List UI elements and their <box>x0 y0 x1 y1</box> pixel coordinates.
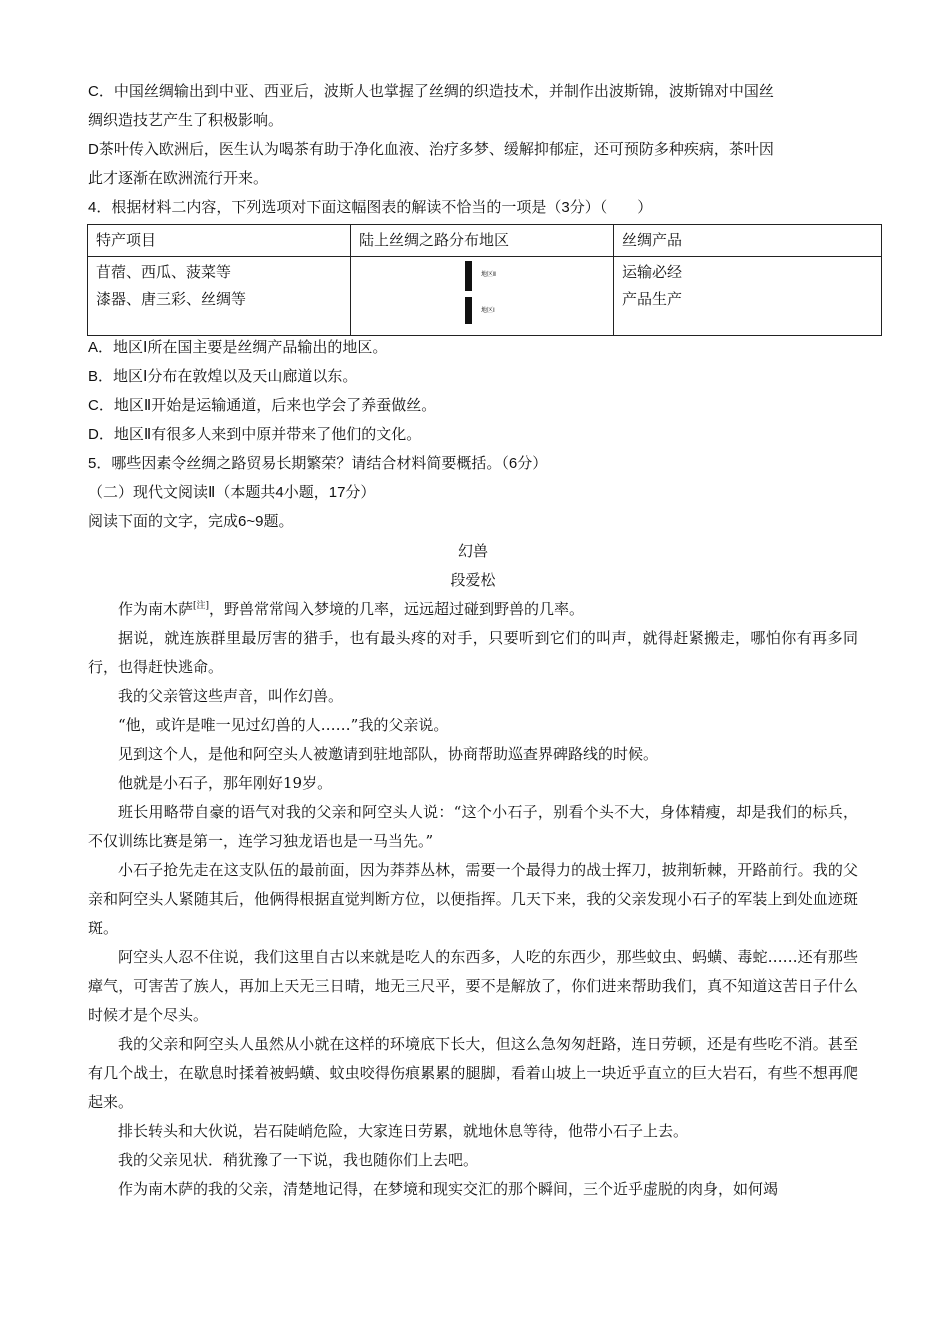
question4-stem: 4．根据材料二内容，下列选项对下面这幅图表的解读不恰当的一项是（3分）（ ） <box>88 199 653 216</box>
silk-road-map-cell <box>351 257 614 336</box>
question4-option-d: D．地区Ⅱ有很多人来到中原并带来了他们的文化。 <box>88 426 422 443</box>
table-row <box>88 257 882 336</box>
article-paragraph-11: 排长转头和大伙说，岩石陡峭危险，大家连日劳累，就地休息等待，他带小石子上去。 <box>118 1122 689 1140</box>
option-c-line2: 绸织造技艺产生了积极影响。 <box>88 112 284 129</box>
question4-option-c: C．地区Ⅱ开始是运输通道，后来也学会了养蚕做丝。 <box>88 397 437 414</box>
table-header-cell: 丝绸产品 <box>614 225 882 257</box>
article-paragraph-1 <box>88 595 858 624</box>
article-paragraph-2: 据说，就连族群里最厉害的猎手，也有最头疼的对手，只要听到它们的叫声，就得赶紧搬走，哪怕你有再多同行，也得赶快逃命。 <box>88 629 858 676</box>
specialty-cell <box>88 257 351 336</box>
article-paragraph-4: “他，或许是唯一见过幻兽的人……”我的父亲说。 <box>118 716 449 734</box>
silk-product-line: 产品生产 <box>622 291 683 308</box>
article-paragraph-13: 作为南木萨的我的父亲，清楚地记得，在梦境和现实交汇的那个瞬间，三个近乎虚脱的肉身，如何竭 <box>118 1180 779 1198</box>
article-paragraph-3: 我的父亲管这些声音，叫作幻兽。 <box>118 687 344 705</box>
region-1-bar <box>465 297 472 324</box>
question5-stem: 5．哪些因素令丝绸之路贸易长期繁荣？请结合材料简要概括。（6分） <box>88 455 548 472</box>
region-2-bar <box>465 261 472 291</box>
article-paragraph-9: 阿空头人忍不住说，我们这里自古以来就是吃人的东西多，人吃的东西少，那些蚊虫、蚂蟥、毒蛇……还有那些瘴气，可害苦了族人，再加上天无三日晴，地无三尺平，要不是解放了，你们进来帮助我们，真不知道这苦日子什么时候才是个尽头。 <box>88 948 858 1024</box>
question4-option-b: B．地区Ⅰ分布在敦煌以及天山廊道以东。 <box>88 368 358 385</box>
article-title: 幻兽 <box>457 542 488 560</box>
option-c-line1: C．中国丝绸输出到中亚、西亚后，波斯人也掌握了丝绸的织造技术，并制作出波斯锦，波斯锦对中国丝 <box>88 83 774 100</box>
article-paragraph-5: 见到这个人，是他和阿空头人被邀请到驻地部队，协商帮助巡查界碑路线的时候。 <box>118 745 659 763</box>
section-two-instruction: 阅读下面的文字，完成6~9题。 <box>88 513 294 530</box>
option-d-line1: D茶叶传入欧洲后，医生认为喝茶有助于净化血液、治疗多梦、缓解抑郁症，还可预防多种疾病，茶叶因 <box>88 141 774 158</box>
article-paragraph-8: 小石子抢先走在这支队伍的最前面，因为莽莽丛林，需要一个最得力的战士挥刀，披荆斩棘，开路前行。我的父亲和阿空头人紧随其后，他俩得根据直觉判断方位，以便指挥。几天下来，我的父亲发现小石子的军装上到处血迹斑斑。 <box>88 861 858 937</box>
table-header-cell: 特产项目 <box>88 225 351 257</box>
region-1-label: 地区Ⅰ <box>481 307 495 314</box>
specialty-line: 苜蓿、西瓜、菠菜等 <box>96 264 232 281</box>
section-two-heading: （二）现代文阅读Ⅱ（本题共4小题，17分） <box>88 484 376 501</box>
article-author: 段爱松 <box>450 571 496 589</box>
question4-option-a: A．地区Ⅰ所在国主要是丝绸产品输出的地区。 <box>88 339 388 356</box>
paragraph-text: 作为南木萨 <box>118 600 194 618</box>
article-paragraph-6: 他就是小石子，那年刚好19岁。 <box>118 774 333 792</box>
silk-product-cell <box>614 257 882 336</box>
article-paragraph-10: 我的父亲和阿空头人虽然从小就在这样的环境底下长大，但这么急匆匆赶路，连日劳顿，还是有些吃不消。甚至有几个战士，在歇息时揉着被蚂蟥、蚊虫咬得伤痕累累的腿脚，看着山坡上一块近乎直立的巨大岩石，有些不想再爬起来。 <box>88 1035 858 1111</box>
article-paragraph-7: 班长用略带自豪的语气对我的父亲和阿空头人说：“这个小石子，别看个头不大，身体精瘦，却是我们的标兵，不仅训练比赛是第一，连学习独龙语也是一马当先。” <box>88 803 858 850</box>
silk-product-line: 运输必经 <box>622 264 683 281</box>
specialty-line: 漆器、唐三彩、丝绸等 <box>96 291 247 308</box>
table-header-row <box>88 225 882 257</box>
question4-table <box>87 224 882 336</box>
paragraph-text: ，野兽常常闯入梦境的几率，远远超过碰到野兽的几率。 <box>209 600 585 618</box>
table-header-cell: 陆上丝绸之路分布地区 <box>351 225 614 257</box>
footnote-marker: [注] <box>193 601 210 611</box>
region-2-label: 地区Ⅱ <box>481 271 496 278</box>
article-paragraph-12: 我的父亲见状．稍犹豫了一下说，我也随你们上去吧。 <box>118 1151 479 1169</box>
option-d-line2: 此才逐渐在欧洲流行开来。 <box>88 170 269 187</box>
